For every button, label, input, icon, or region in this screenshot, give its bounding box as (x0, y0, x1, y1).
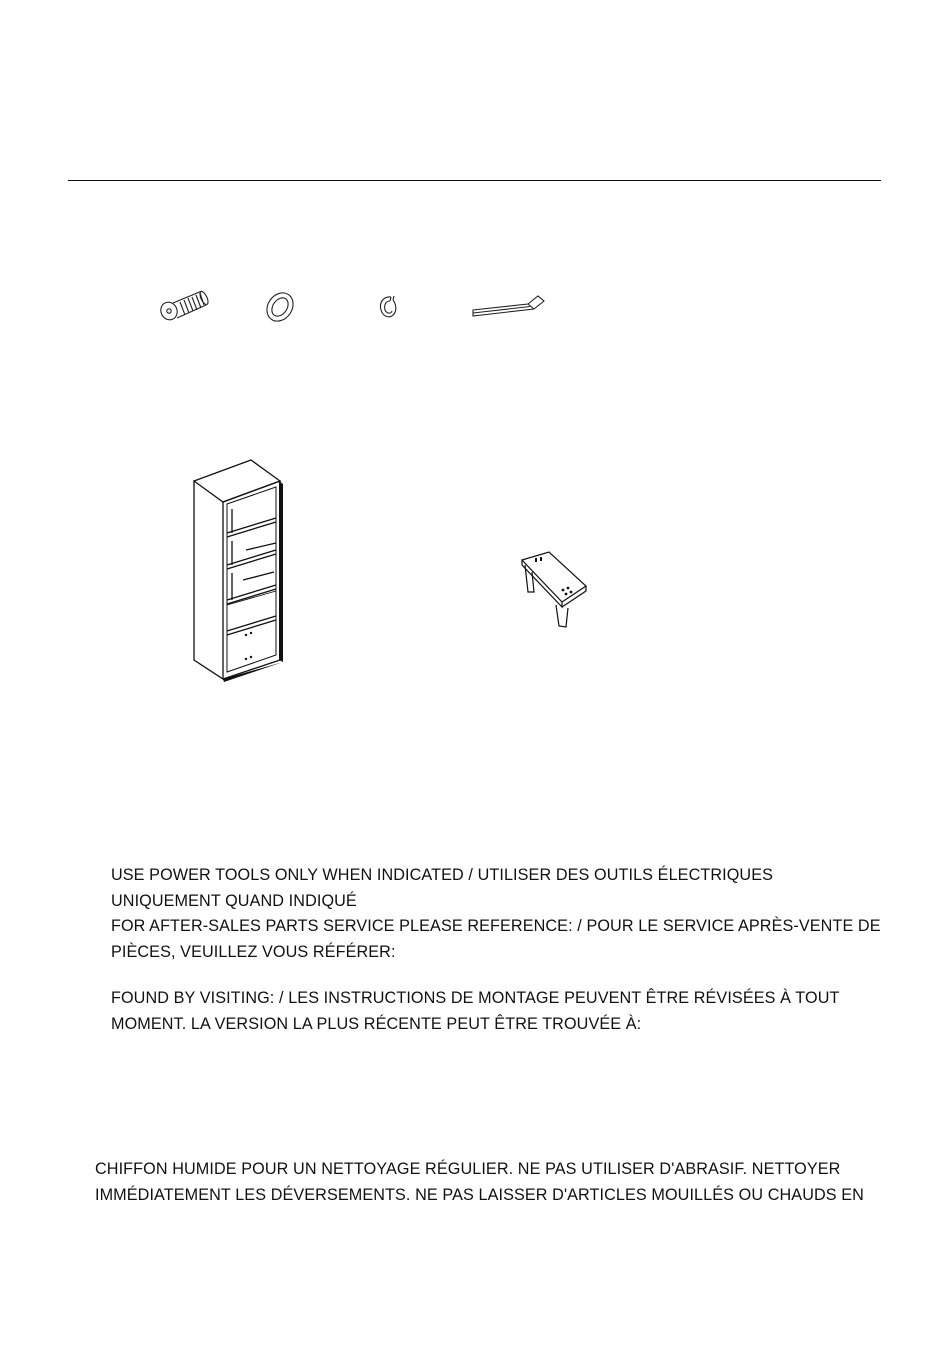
header-divider (68, 180, 881, 181)
note-after-sales: FOR AFTER-SALES PARTS SERVICE PLEASE REFERENCE: / POUR LE SERVICE APRÈS-VENTE DE PIÈCES, VEUILLEZ VOUS RÉFÉRER: (111, 917, 881, 961)
screw-icon (156, 284, 212, 326)
bookcase-icon (188, 455, 286, 683)
washer-icon (262, 290, 298, 324)
note-instructions-revised: FOUND BY VISITING: / LES INSTRUCTIONS DE MONTAGE PEUVENT ÊTRE RÉVISÉES À TOUT MOMENT. LA VERSION LA PLUS RÉCENTE PEUT ÊTRE TROUVÉE À: (111, 989, 840, 1033)
note-power-tools: USE POWER TOOLS ONLY WHEN INDICATED / UTILISER DES OUTILS ÉLECTRIQUES UNIQUEMENT QUAND INDIQUÉ (111, 866, 774, 910)
spring-washer-icon (376, 293, 402, 321)
leg-bracket-icon (516, 548, 592, 630)
notes-block (111, 863, 886, 1037)
care-block (95, 1157, 895, 1208)
allen-key-icon (468, 288, 550, 322)
care-line-2: IMMÉDIATEMENT LES DÉVERSEMENTS. NE PAS LAISSER D'ARTICLES MOUILLÉS OU CHAUDS EN (95, 1185, 864, 1204)
care-line-1: CHIFFON HUMIDE POUR UN NETTOYAGE RÉGULIER. NE PAS UTILISER D'ABRASIF. NETTOYER (95, 1160, 841, 1178)
